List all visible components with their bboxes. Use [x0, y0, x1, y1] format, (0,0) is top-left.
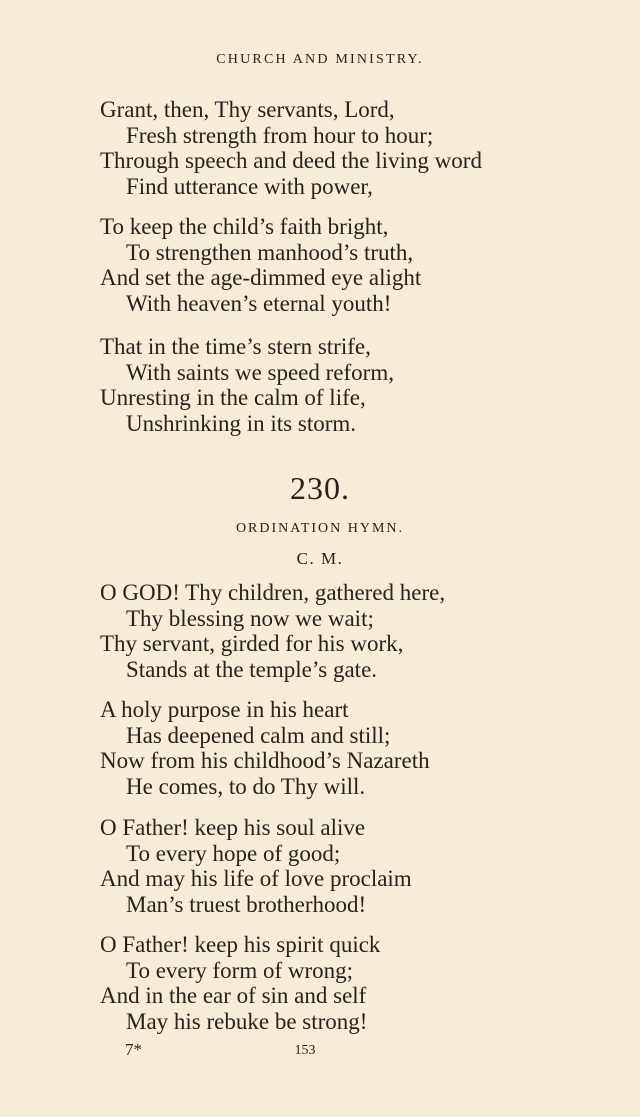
verse-line: Thy servant, girded for his work,: [100, 631, 404, 656]
verse-line: Through speech and deed the living word: [100, 148, 482, 173]
verse-line: Find utterance with power,: [126, 173, 373, 199]
verse-line: He comes, to do Thy will.: [126, 773, 366, 799]
hymn-meter: C. M.: [296, 549, 344, 568]
verse-line: Unshrinking in its storm.: [126, 410, 357, 436]
verse-line: That in the time’s stern strife,: [100, 334, 371, 359]
verse-line: O Father! keep his spirit quick: [100, 932, 381, 957]
stanza: [100, 580, 445, 682]
hymn-title: ORDINATION HYMN.: [235, 521, 405, 536]
stanza: [100, 97, 482, 199]
verse-line: With heaven’s eternal youth!: [126, 290, 392, 316]
signature-mark: 7*: [125, 1040, 142, 1059]
verse-line: And in the ear of sin and self: [100, 983, 367, 1008]
verse-line: A holy purpose in his heart: [100, 697, 349, 722]
verse-line: And set the age-dimmed eye alight: [100, 265, 422, 290]
verse-line: To strengthen manhood’s truth,: [126, 239, 414, 265]
stanza: [100, 932, 380, 1034]
stanza: [100, 697, 430, 799]
running-head: CHURCH AND MINISTRY.: [216, 52, 424, 67]
verse-line: May his rebuke be strong!: [126, 1008, 368, 1034]
verse-line: Now from his childhood’s Nazareth: [100, 748, 430, 773]
verse-line: Stands at the temple’s gate.: [126, 656, 378, 682]
verse-line: With saints we speed reform,: [126, 359, 394, 385]
verse-line: O Father! keep his soul alive: [100, 815, 366, 840]
page-number: 153: [294, 1043, 316, 1058]
verse-line: To every form of wrong;: [126, 957, 354, 983]
verse-line: Thy blessing now we wait;: [126, 605, 374, 631]
verse-line: Man’s truest brotherhood!: [126, 891, 367, 917]
verse-line: Has deepened calm and still;: [126, 722, 391, 748]
verse-line: O GOD! Thy children, gathered here,: [100, 580, 446, 605]
verse-line: Grant, then, Thy servants, Lord,: [100, 97, 395, 122]
verse-line: To every hope of good;: [126, 840, 341, 866]
verse-line: Unresting in the calm of life,: [100, 385, 366, 410]
stanza: [100, 334, 394, 436]
verse-line: And may his life of love proclaim: [100, 866, 412, 891]
stanza: [100, 214, 421, 316]
verse-line: Fresh strength from hour to hour;: [126, 122, 434, 148]
stanza: [100, 815, 412, 917]
hymn-number: 230.: [290, 470, 350, 506]
verse-line: To keep the child’s faith bright,: [100, 214, 389, 239]
